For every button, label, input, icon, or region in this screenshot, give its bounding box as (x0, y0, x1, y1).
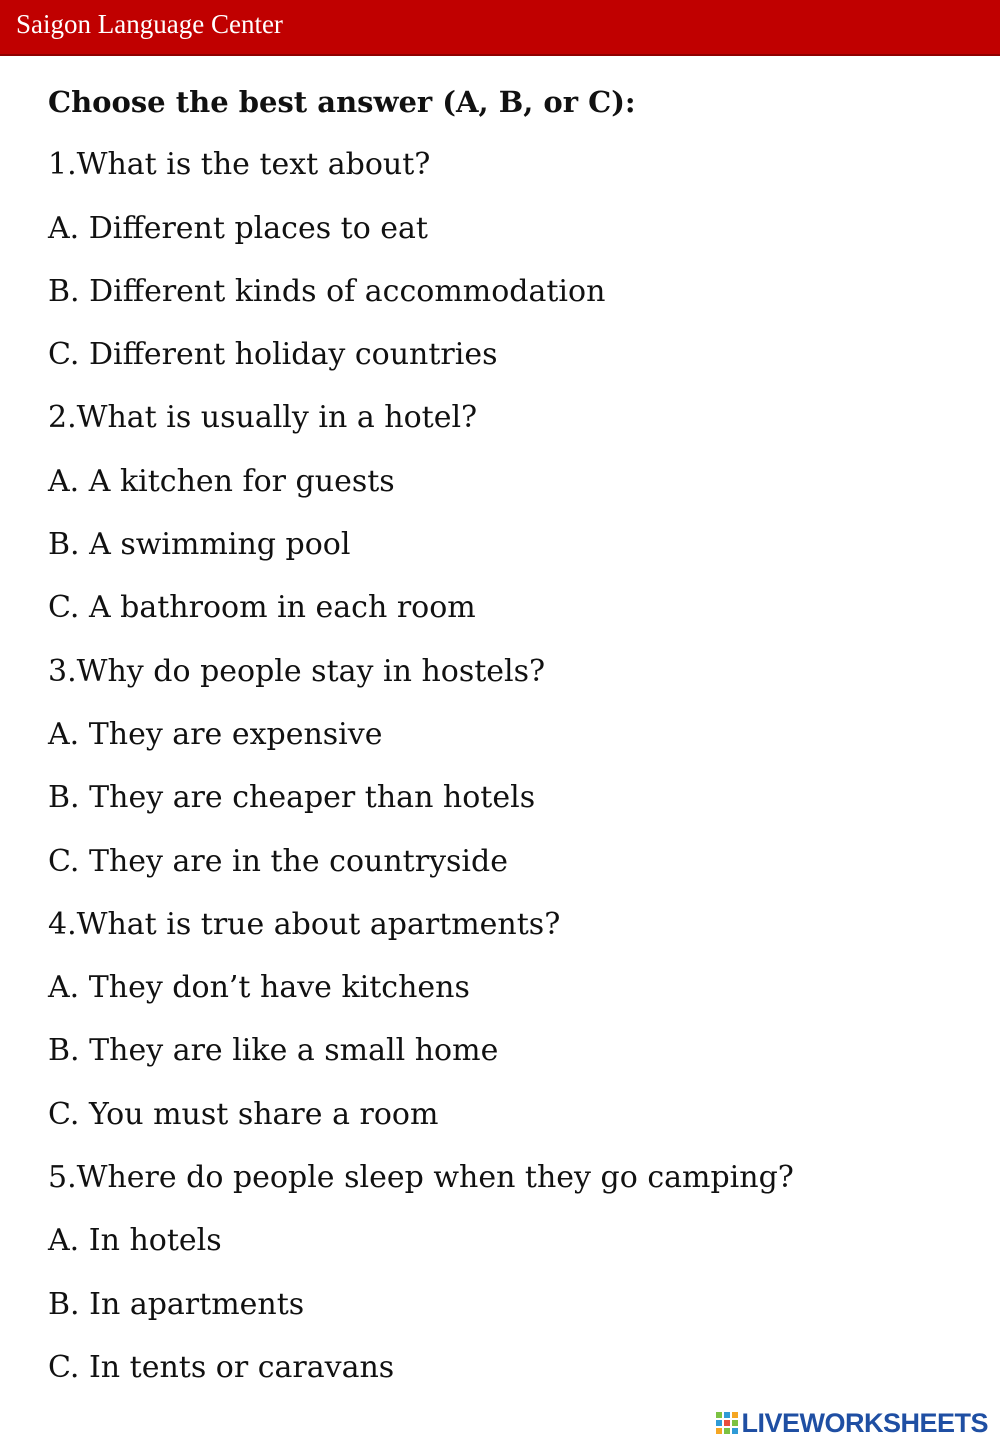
question-4-option-b: B. They are like a small home (48, 1033, 499, 1069)
question-4-option-c: C. You must share a room (48, 1096, 439, 1132)
question-3-option-b: B. They are cheaper than hotels (48, 780, 536, 816)
question-2: 2.What is usually in a hotel? (48, 400, 478, 436)
question-4: 4.What is true about apartments? (48, 906, 561, 942)
question-2-option-b: B. A swimming pool (48, 527, 351, 563)
liveworksheets-logo-icon (716, 1412, 738, 1434)
header-bar (0, 0, 1000, 56)
liveworksheets-logo[interactable] (716, 1408, 988, 1438)
instruction-heading: Choose the best answer (A, B, or C): (48, 85, 636, 119)
liveworksheets-logo-text: LIVEWORKSHEETS (741, 1407, 988, 1438)
question-1-option-c: C. Different holiday countries (48, 337, 498, 373)
question-5-option-b: B. In apartments (48, 1286, 305, 1322)
question-3: 3.Why do people stay in hostels? (48, 653, 546, 689)
question-2-option-a: A. A kitchen for guests (48, 463, 395, 499)
question-1-option-a: A. Different places to eat (48, 210, 428, 246)
question-2-option-c: C. A bathroom in each room (48, 590, 476, 626)
question-5-option-c: C. In tents or caravans (48, 1349, 395, 1385)
question-3-option-c: C. They are in the countryside (48, 843, 508, 879)
question-1: 1.What is the text about? (48, 147, 431, 183)
question-5-option-a: A. In hotels (48, 1223, 222, 1259)
question-3-option-a: A. They are expensive (48, 716, 383, 752)
question-4-option-a: A. They don’t have kitchens (48, 970, 470, 1006)
question-5: 5.Where do people sleep when they go camping? (48, 1160, 794, 1196)
worksheet-content (48, 80, 978, 1390)
question-1-option-b: B. Different kinds of accommodation (48, 273, 606, 309)
center-name: Saigon Language Center (16, 9, 283, 39)
